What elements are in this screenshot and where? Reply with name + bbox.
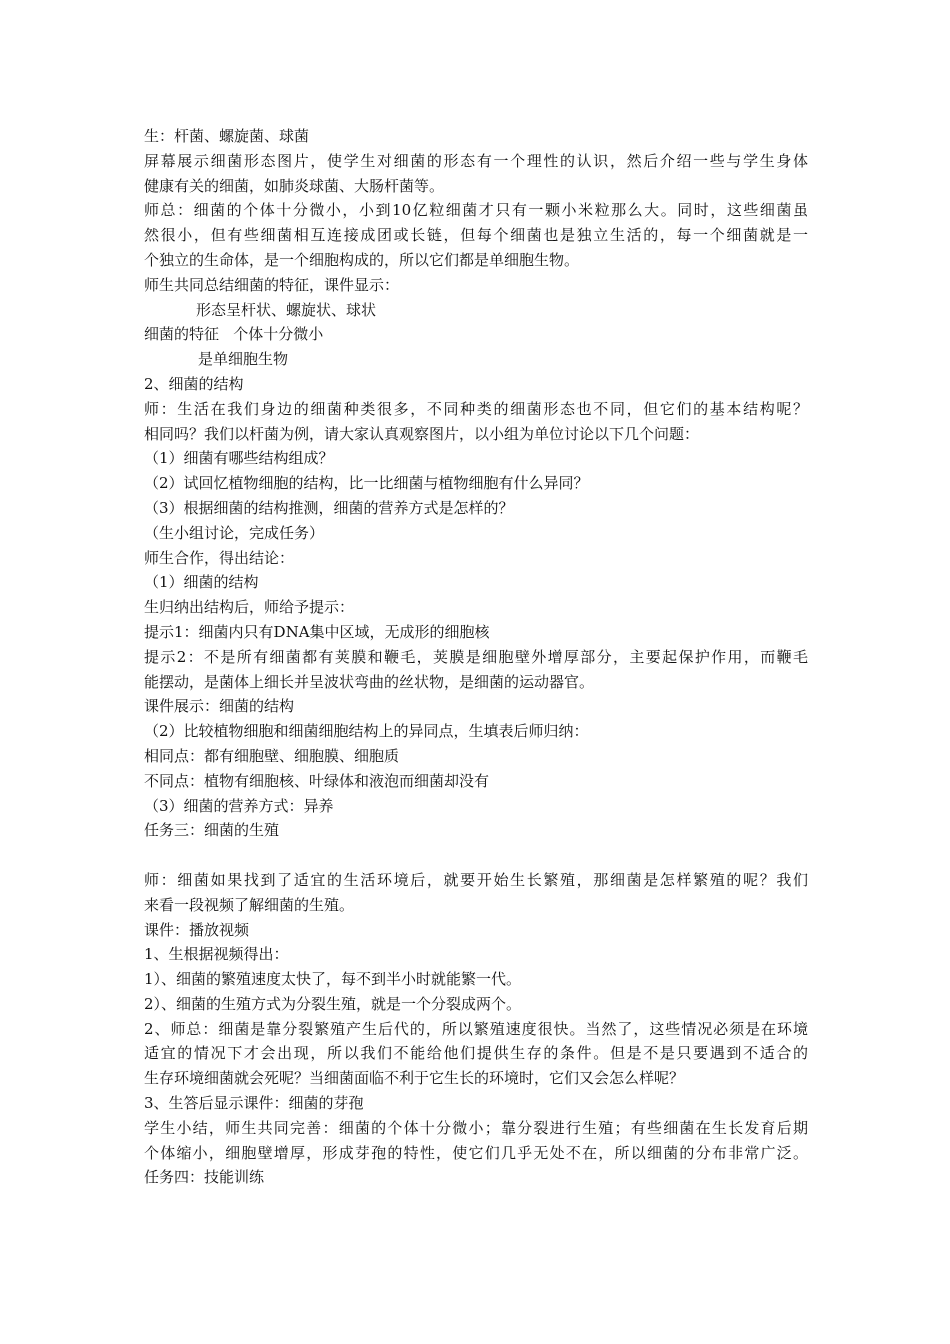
text-line: 提示1：细菌内只有DNA集中区域，无成形的细胞核: [144, 622, 490, 641]
section-heading: 任务四：技能训练: [144, 1168, 265, 1187]
text-line: 2）、细菌的生殖方式为分裂生殖，就是一个分裂成两个。: [144, 994, 522, 1013]
text-line: （2）试回忆植物细胞的结构，比一比细菌与植物细胞有什么异同？: [144, 474, 589, 493]
text-line: 生存环境细菌就会死呢？当细菌面临不利于它生长的环境时，它们又会怎么样呢？: [144, 1069, 685, 1088]
text-line: 2、师总：细菌是靠分裂繁殖产生后代的，所以繁殖速度很快。当然了，这些情况必须是在环境: [144, 1019, 808, 1038]
text-line: （1）细菌的结构: [144, 573, 259, 592]
text-line: 课件：播放视频: [144, 920, 250, 939]
text-line: 1）、细菌的繁殖速度太快了，每不到半小时就能繁一代。: [144, 970, 522, 989]
text-line: 3、生答后显示课件：细菌的芽孢: [144, 1094, 364, 1113]
text-line: 来看一段视频了解细菌的生殖。: [144, 895, 355, 914]
text-line: 个体缩小，细胞壁增厚，形成芽孢的特性，使它们几乎无处不在，所以细菌的分布非常广泛。: [144, 1143, 808, 1162]
text-line: 课件展示：细菌的结构: [144, 697, 295, 716]
text-line: 师：细菌如果找到了适宜的生活环境后，就要开始生长繁殖，那细菌是怎样繁殖的呢？我们: [144, 870, 808, 889]
section-heading: 2、细菌的结构: [144, 374, 244, 393]
text-line: 能摆动，是菌体上细长并呈波状弯曲的丝状物，是细菌的运动器官。: [144, 672, 595, 691]
text-line: （生小组讨论，完成任务）: [144, 523, 325, 542]
text-line: （3）细菌的营养方式：异养: [144, 796, 334, 815]
text-line: 生归纳出结构后，师给予提示：: [144, 598, 355, 617]
text-line: 相同点：都有细胞壁、细胞膜、细胞质: [144, 746, 400, 765]
text-line: 生：杆菌、螺旋菌、球菌: [144, 127, 310, 145]
text-line: 个独立的生命体，是一个细胞构成的，所以它们都是单细胞生物。: [144, 250, 580, 269]
document-body: [144, 124, 808, 1190]
section-heading: 任务三：细菌的生殖: [144, 821, 280, 840]
text-line: 形态呈杆状、螺旋状、球状: [196, 300, 377, 319]
text-line: 师生共同总结细菌的特征，课件显示：: [144, 275, 400, 294]
text-line: 适宜的情况下才会出现，所以我们不能给他们提供生存的条件。但是不是只要遇到不适合的: [144, 1044, 808, 1063]
text-line: 是单细胞生物: [198, 350, 289, 369]
text-line: 师：生活在我们身边的细菌种类很多，不同种类的细菌形态也不同，但它们的基本结构呢？: [144, 399, 808, 418]
blank-line: [144, 843, 808, 868]
text-line: 健康有关的细菌，如肺炎球菌、大肠杆菌等。: [144, 176, 445, 195]
text-line: 相同吗？我们以杆菌为例，请大家认真观察图片，以小组为单位讨论以下几个问题：: [144, 424, 700, 443]
text-line: （1）细菌有哪些结构组成？: [144, 449, 334, 468]
text-line: 师生合作，得出结论：: [144, 548, 295, 567]
text-line: 师总：细菌的个体十分微小，小到10亿粒细菌才只有一颗小米粒那么大。同时，这些细菌虽: [144, 201, 808, 220]
text-line: 屏幕展示细菌形态图片，使学生对细菌的形态有一个理性的认识，然后介绍一些与学生身体: [144, 151, 808, 170]
text-line: 细菌的特征 个体十分微小: [144, 325, 324, 344]
text-line: （2）比较植物细胞和细菌细胞结构上的异同点，生填表后师归纳：: [144, 722, 589, 741]
text-line: 提示2：不是所有细菌都有荚膜和鞭毛，荚膜是细胞壁外增厚部分，主要起保护作用，而鞭毛: [144, 647, 808, 666]
text-line: 然很小，但有些细菌相互连接成团或长链，但每个细菌也是独立生活的，每一个细菌就是一: [144, 226, 808, 245]
text-line: 不同点：植物有细胞核、叶绿体和液泡而细菌却没有: [144, 771, 490, 790]
text-line: 学生小结，师生共同完善：细菌的个体十分微小；靠分裂进行生殖；有些细菌在生长发育后期: [144, 1118, 808, 1137]
text-line: （3）根据细菌的结构推测，细菌的营养方式是怎样的？: [144, 498, 514, 517]
text-line: 1、生根据视频得出：: [144, 945, 289, 964]
